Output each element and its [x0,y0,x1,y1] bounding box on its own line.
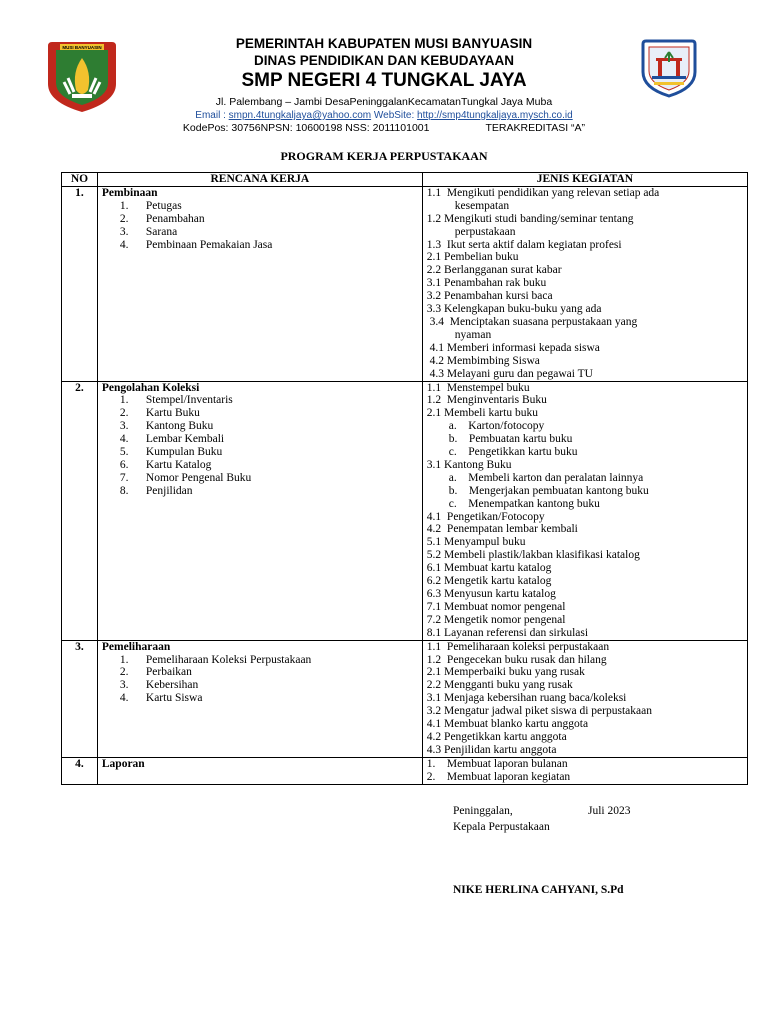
item-text: Kantong Buku [145,420,214,433]
signature-place: Peninggalan, [453,805,513,817]
item-number: 1. [119,394,129,407]
item-number: 4. [119,692,129,705]
item-text: Pembinaan Pemakaian Jasa [145,238,273,251]
activity-line: 4.2 Penempatan lembar kembali [426,523,578,536]
item-text: Nomor Pengenal Buku [145,471,252,484]
activity-line: 3.1 Kantong Buku [426,458,512,471]
activity-line: 1.3 Ikut serta aktif dalam kegiatan profesi [426,238,622,251]
activity-line: 2.2 Mengganti buku yang rusak [426,679,573,692]
work-plan-item [102,394,418,407]
activity-line: b. Mengerjakan pembuatan kantong buku [448,484,649,497]
activity-line: 3.1 Penambahan rak buku [426,277,547,290]
item-number: 2. [119,666,129,679]
work-plan-item [102,226,418,239]
activities-cell [422,640,747,757]
activity-line: 2.1 Membeli kartu buku [426,407,538,420]
item-text: Petugas [145,199,182,212]
item-number: 1. [119,653,129,666]
letterhead [0,0,768,140]
activity-line: 2.2 Berlangganan surat kabar [426,264,562,277]
work-plan-item [102,200,418,213]
work-plan-title: Pembinaan [101,186,158,199]
item-text: Lembar Kembali [145,433,225,446]
activity-line: 4.3 Penjilidan kartu anggota [426,743,557,756]
table-row [62,640,748,757]
activity-line: 3.1 Menjaga kebersihan ruang baca/koleksi [426,692,627,705]
item-text: Pemeliharaan Koleksi Perpustakaan [145,653,312,666]
item-number: 2. [119,212,129,225]
accreditation: TERAKREDITASI “A” [485,122,586,134]
column-header-activities: JENIS KEGIATAN [422,173,747,187]
work-plan-item [102,433,418,446]
activity-line: 1.1 Mengikuti pendidikan yang relevan setiap ada [426,186,660,199]
work-plan-cell [97,186,422,381]
item-text: Kebersihan [145,679,199,692]
signature-name: NIKE HERLINA CAHYANI, S.Pd [453,884,624,896]
activity-line: a. Membeli karton dan peralatan lainnya [448,471,644,484]
email-label: Email : [195,110,229,121]
activity-line: 4.2 Pengetikkan kartu anggota [426,730,567,743]
codes-line [0,122,768,134]
row-number: 3. [62,640,98,757]
website-label: WebSite: [371,110,418,121]
item-number: 5. [119,446,129,459]
work-plan-item [102,472,418,485]
activities-cell [422,186,747,381]
table-row [62,381,748,640]
item-number: 7. [119,471,129,484]
item-text: Stempel/Inventaris [145,394,233,407]
work-plan-title: Laporan [101,757,145,770]
activity-line: 1.2 Menginventaris Buku [426,394,547,407]
work-plan-item [102,446,418,459]
activity-line: c. Menempatkan kantong buku [448,497,600,510]
activity-line: 3.2 Mengatur jadwal piket siswa di perpustakaan [426,705,652,718]
activity-line: nyaman [454,328,492,341]
activity-line: 3.2 Penambahan kursi baca [426,290,553,303]
work-plan-title: Pengolahan Koleksi [101,381,200,394]
item-text: Penambahan [145,212,205,225]
work-plan-item [102,654,418,667]
item-text: Perbaikan [145,666,192,679]
item-text: Kartu Katalog [145,458,212,471]
school-address: Jl. Palembang – Jambi DesaPeninggalanKecamatanTungkal Jaya Muba [215,96,553,108]
government-name: PEMERINTAH KABUPATEN MUSI BANYUASIN [235,36,533,51]
email-link[interactable]: smpn.4tungkaljaya@yahoo.com [228,110,372,121]
signature-date: Juli 2023 [588,805,631,817]
activity-line: 1.1 Menstempel buku [426,381,530,394]
activity-line: 4.1 Pengetikan/Fotocopy [426,510,545,523]
item-text: Kumpulan Buku [145,446,223,459]
work-plan-item [102,679,418,692]
activity-line: 4.3 Melayani guru dan pegawai TU [426,367,593,380]
column-header-no: NO [62,173,98,187]
item-number: 8. [119,484,129,497]
work-plan-item [102,666,418,679]
activity-line: 1.2 Pengecekan buku rusak dan hilang [426,653,607,666]
activity-line: 6.3 Menyusun kartu katalog [426,588,556,600]
activity-line: 1.2 Mengikuti studi banding/seminar tentang [426,212,634,225]
activity-line: 2.1 Memperbaiki buku yang rusak [426,666,585,679]
item-number: 3. [119,679,129,692]
activity-line: 5.1 Menyampul buku [426,536,526,549]
activity-line: 7.2 Mengetik nomor pengenal [426,613,566,626]
activity-line: 2.1 Pembelian buku [426,251,519,264]
activity-line: kesempatan [454,199,510,212]
school-name: SMP NEGERI 4 TUNGKAL JAYA [241,70,527,91]
work-plan-item [102,239,418,252]
row-number: 1. [62,186,98,381]
activity-line: 3.3 Kelengkapan buku-buku yang ada [426,303,602,316]
activity-line: a. Karton/fotocopy [448,420,545,433]
contact-line [0,110,768,121]
item-text: Penjilidan [145,484,193,497]
item-text: Kartu Buku [145,407,200,420]
activity-line: 6.1 Membuat kartu katalog [426,562,552,575]
activities-cell [422,757,747,784]
item-number: 2. [119,407,129,420]
document-title: PROGRAM KERJA PERPUSTAKAAN [280,149,488,163]
work-program-table [61,172,748,785]
activity-line: 6.2 Mengetik kartu katalog [426,575,552,588]
activity-line: 4.2 Membimbing Siswa [426,354,540,367]
department-name: DINAS PENDIDIKAN DAN KEBUDAYAAN [253,53,515,68]
activity-line: 8.1 Layanan referensi dan sirkulasi [426,626,589,639]
table-row [62,186,748,381]
item-number: 4. [119,238,129,251]
work-plan-cell [97,640,422,757]
table-row [62,757,748,784]
work-plan-cell [97,757,422,784]
work-plan-item [102,407,418,420]
row-number: 4. [62,757,98,784]
svg-text:MUSI BANYUASIN: MUSI BANYUASIN [62,45,102,50]
work-plan-item [102,420,418,433]
school-codes: KodePos: 30756NPSN: 10600198 NSS: 2011101001 [182,122,430,134]
work-plan-title: Pemeliharaan [101,640,171,653]
activity-line: 5.2 Membeli plastik/lakban klasifikasi katalog [426,549,640,562]
item-text: Kartu Siswa [145,692,203,705]
activity-line: 1. Membuat laporan bulanan [426,757,568,770]
signature-position: Kepala Perpustakaan [453,821,550,833]
item-number: 3. [119,225,129,238]
item-number: 3. [119,420,129,433]
item-number: 6. [119,458,129,471]
item-text: Sarana [145,225,178,238]
work-plan-cell [97,381,422,640]
row-number: 2. [62,381,98,640]
school-logo-icon [640,38,698,98]
item-number: 1. [119,199,129,212]
website-link[interactable]: http://smp4tungkaljaya.mysch.co.id [417,110,573,121]
activity-line: b. Pembuatan kartu buku [448,433,573,446]
column-header-plan: RENCANA KERJA [97,173,422,187]
activity-line: 1.1 Pemeliharaan koleksi perpustakaan [426,640,610,653]
work-plan-item [102,485,418,498]
activities-cell [422,381,747,640]
item-number: 4. [119,433,129,446]
activity-line: 2. Membuat laporan kegiatan [426,770,571,783]
activity-line: perpustakaan [454,225,516,238]
activity-line: 3.4 Menciptakan suasana perpustakaan yang [426,315,638,328]
work-plan-item [102,692,418,705]
activity-line: 7.1 Membuat nomor pengenal [426,600,566,613]
work-plan-item [102,213,418,226]
table-header-row [62,173,748,187]
activity-line: 4.1 Membuat blanko kartu anggota [426,718,589,731]
activity-line: c. Pengetikkan kartu buku [448,446,578,459]
activity-line: 4.1 Memberi informasi kepada siswa [426,341,600,354]
work-plan-item [102,459,418,472]
